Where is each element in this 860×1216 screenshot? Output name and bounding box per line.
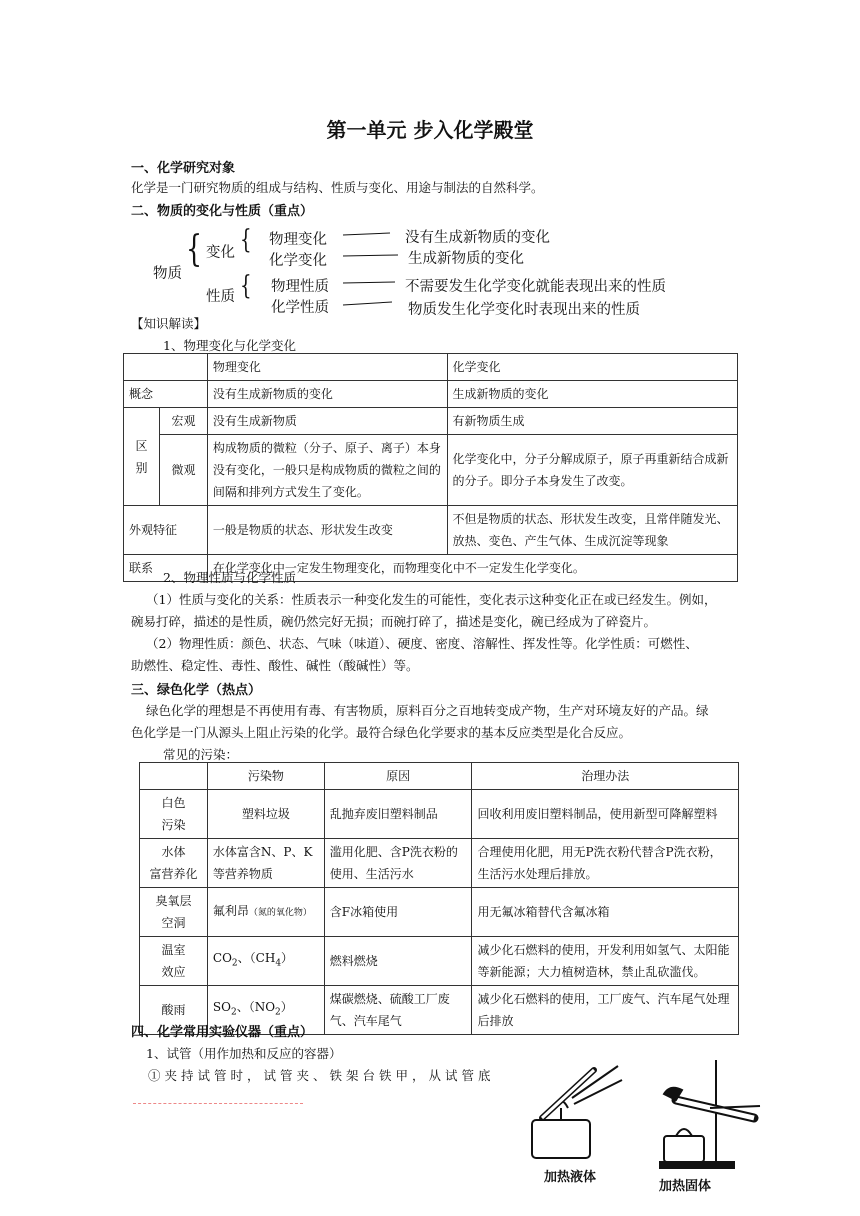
table-cell: 合理使用化肥，用无P洗衣粉代替含P洗衣粉，生活污水处理后排放。 (472, 839, 739, 888)
row-label-relation: 联系 (124, 555, 208, 582)
header-remedy: 治理办法 (472, 763, 739, 790)
section-3-heading: 三、绿色化学（热点） (131, 683, 262, 698)
desc-physical-change: 没有生成新物质的变化 (405, 230, 550, 246)
table-cell: 煤碳燃烧、硫酸工厂废气、汽车尾气 (324, 986, 472, 1035)
pollution-type: 白色 污染 (140, 790, 208, 839)
table-cell: 在化学变化中一定发生物理变化，而物理变化中不一定发生化学变化。 (207, 555, 737, 582)
table-row (124, 435, 738, 506)
table-row (140, 790, 739, 839)
row-label-macro: 宏观 (159, 408, 207, 435)
paragraph-1a: （1）性质与变化的关系：性质表示一种变化发生的可能性，变化表示这种变化正在或已经发生。例如， (146, 592, 717, 607)
header-chemical-change: 化学变化 (447, 354, 738, 381)
row-label-appearance: 外观特征 (124, 506, 208, 555)
knowledge-label: 【知识解读】 (131, 316, 207, 331)
subheading-properties: 2、物理性质与化学性质 (163, 570, 296, 585)
table-cell: 回收利用废旧塑料制品，使用新型可降解塑料 (472, 790, 739, 839)
pollution-type: 酸雨 (140, 986, 208, 1035)
table-cell: 生成新物质的变化 (447, 381, 738, 408)
page-title: 第一单元 步入化学殿堂 (326, 118, 534, 142)
row-label-difference: 区别 (124, 408, 160, 506)
table-row (140, 888, 739, 937)
label-heating-solid: 加热固体 (659, 1179, 712, 1194)
table-cell: 减少化石燃料的使用，工厂废气、汽车尾气处理后排放 (472, 986, 739, 1035)
subheading-physical-chemical-change: 1、物理变化与化学变化 (163, 338, 296, 353)
heating-solid-figure (642, 1058, 772, 1173)
change-comparison-table (123, 353, 738, 582)
table-cell: 化学变化中，分子分解成原子，原子再重新结合成新的分子。即分子本身发生了改变。 (447, 435, 738, 506)
table-cell: 没有生成新物质的变化 (207, 381, 447, 408)
brace-root: { (186, 229, 203, 270)
table-cell: 氟利昂（氮的氧化物） (207, 888, 324, 937)
table-cell: 滥用化肥、含P洗衣粉的使用、生活污水 (324, 839, 472, 888)
table-cell: 用无氟冰箱替代含氟冰箱 (472, 888, 739, 937)
table-cell: $SO_2$、$(NO_2)$ (207, 986, 324, 1035)
label-heating-liquid: 加热液体 (544, 1170, 597, 1185)
table-cell: 有新物质生成 (447, 408, 738, 435)
node-chemical-change: 化学变化 (269, 253, 327, 269)
table-cell: 一般是物质的状态、形状发生改变 (207, 506, 447, 555)
node-matter: 物质 (153, 266, 182, 282)
watermark-line (133, 1103, 303, 1104)
section-4-heading: 四、化学常用实验仪器（重点） (131, 1025, 314, 1040)
node-change: 变化 (206, 245, 235, 261)
desc-chemical-change: 生成新物质的变化 (408, 251, 524, 267)
desc-chemical-property: 物质发生化学变化时表现出来的性质 (408, 302, 640, 318)
pollution-label: 常见的污染： (163, 747, 239, 762)
brace-property: { (240, 271, 252, 301)
row-label-micro: 微观 (159, 435, 207, 506)
table-row (124, 381, 738, 408)
connector-lines (340, 225, 410, 315)
table-row (124, 354, 738, 381)
table-cell: 含F冰箱使用 (324, 888, 472, 937)
node-physical-property: 物理性质 (271, 279, 329, 295)
section-1-heading: 一、化学研究对象 (131, 161, 236, 176)
node-chemical-property: 化学性质 (271, 300, 329, 316)
section-2-heading: 二、物质的变化与性质（重点） (131, 204, 314, 219)
table-row (124, 408, 738, 435)
header-pollutant: 污染物 (207, 763, 324, 790)
test-tube-subheading: 1、试管（用作加热和反应的容器） (146, 1046, 342, 1061)
table-cell: 乱抛弃废旧塑料制品 (324, 790, 472, 839)
header-cause: 原因 (324, 763, 472, 790)
pollution-type: 臭氧层 空洞 (140, 888, 208, 937)
table-cell: 减少化石燃料的使用，开发利用如氢气、太阳能等新能源；大力植树造林，禁止乱砍滥伐。 (472, 937, 739, 986)
table-cell: 燃料燃烧 (324, 937, 472, 986)
brace-change: { (240, 225, 252, 255)
node-property: 性质 (206, 289, 235, 305)
table-cell: 没有生成新物质 (207, 408, 447, 435)
table-cell: 不但是物质的状态、形状发生改变，且常伴随发光、放热、变色、产生气体、生成沉淀等现象 (447, 506, 738, 555)
table-cell: 构成物质的微粒（分子、原子、离子）本身没有变化，一般只是构成物质的微粒之间的间隔和排列方式发生了变化。 (207, 435, 447, 506)
pollution-type: 水体 富营养化 (140, 839, 208, 888)
test-tube-line-1: ①夹持试管时，试管夹、铁架台铁甲，从试管底 (148, 1068, 495, 1083)
table-row (124, 506, 738, 555)
row-label-concept: 概念 (124, 381, 208, 408)
table-cell: $CO_2$、$(CH_4)$ (207, 937, 324, 986)
paragraph-1b: 碗易打碎，描述的是性质，碗仍然完好无损；而碗打碎了，描述是变化，碗已经成为了碎瓷片。 (131, 614, 657, 629)
heating-liquid-figure (512, 1058, 642, 1168)
table-row (140, 763, 739, 790)
table-row (140, 937, 739, 986)
table-cell: 塑料垃圾 (207, 790, 324, 839)
table-row (140, 839, 739, 888)
paragraph-2a: （2）物理性质：颜色、状态、气味（味道）、硬度、密度、溶解性、挥发性等。化学性质：可燃性、 (146, 636, 698, 651)
table-cell: 水体富含N、P、K等营养物质 (207, 839, 324, 888)
pollution-table (139, 762, 739, 1035)
node-physical-change: 物理变化 (269, 232, 327, 248)
desc-physical-property: 不需要发生化学变化就能表现出来的性质 (405, 279, 666, 295)
section-1-text: 化学是一门研究物质的组成与结构、性质与变化、用途与制法的自然科学。 (131, 180, 544, 195)
paragraph-2b: 助燃性、稳定性、毒性、酸性、碱性（酸碱性）等。 (131, 658, 419, 673)
pollution-type: 温室 效应 (140, 937, 208, 986)
green-chem-1a: 绿色化学的理想是不再使用有毒、有害物质，原料百分之百地转变成产物，生产对环境友好的产品。绿 (146, 703, 709, 718)
header-physical-change: 物理变化 (207, 354, 447, 381)
green-chem-1b: 色化学是一门从源头上阻止污染的化学。最符合绿色化学要求的基本反应类型是化合反应。 (131, 725, 632, 740)
